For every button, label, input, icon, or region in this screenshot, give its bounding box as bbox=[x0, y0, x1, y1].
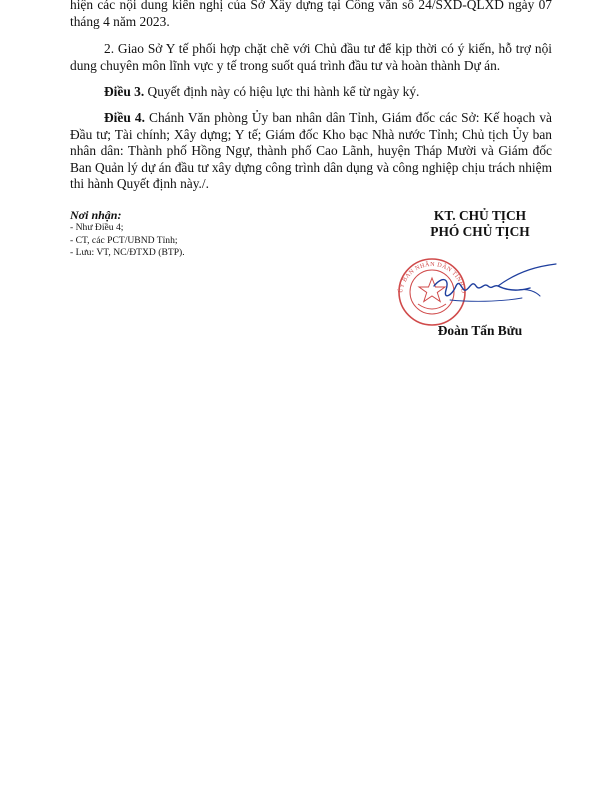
seal-signature-graphic bbox=[390, 256, 562, 326]
official-seal bbox=[390, 256, 467, 325]
article-4-text: Chánh Văn phòng Ủy ban nhân dân Tỉnh, Giám đốc các Sở: Kế hoạch và Đầu tư; Tài chính; Xây dựng; Y tế; Giám đốc Kho bạc Nhà nước Tỉnh; Chủ tịch Ủy ban nhân dân: Thành phố Hồng Ngự, thành phố Cao Lãnh, huyện Tháp Mười và Giám đốc Ban Quản lý dự án đầu tư xây dựng công trình dân dụng và công nghiệp chịu trách nhiệm thi hành Quyết định này./. bbox=[70, 110, 552, 191]
recipient-item: - Như Điều 4; bbox=[70, 222, 124, 233]
recipient-item: - Lưu: VT, NC/ĐTXD (BTP). bbox=[70, 247, 185, 258]
article-3-paragraph bbox=[70, 84, 552, 101]
article-3-label: Điều 3. bbox=[104, 84, 145, 99]
seal-and-signature bbox=[390, 256, 562, 326]
signature-title-block bbox=[396, 208, 564, 240]
article-3-text: Quyết định này có hiệu lực thi hành kể từ ngày ký. bbox=[144, 84, 420, 99]
continuation-paragraph: hiện các nội dung kiến nghị của Sở Xây dựng tại Công văn số 24/SXD-QLXD ngày 07 tháng 4 năm 2023. bbox=[70, 0, 552, 29]
seal-text: ỦY BAN NHÂN DÂN TỈNH Đ bbox=[397, 260, 467, 294]
article-4-paragraph bbox=[70, 110, 552, 193]
signature-title-line2: PHÓ CHỦ TỊCH bbox=[430, 224, 530, 239]
signature-title-line1: KT. CHỦ TỊCH bbox=[433, 208, 527, 223]
item-2-paragraph: 2. Giao Sở Y tế phối hợp chặt chẽ với Chủ đầu tư để kịp thời có ý kiến, hỗ trợ nội dung chuyên môn lĩnh vực y tế trong suốt quá trình đầu tư và hoàn thành Dự án. bbox=[70, 41, 552, 73]
recipients-block bbox=[70, 208, 310, 260]
article-4-label: Điều 4. bbox=[104, 110, 145, 125]
recipient-item: - CT, các PCT/UBND Tỉnh; bbox=[70, 234, 178, 246]
recipients-title: Nơi nhận: bbox=[70, 208, 122, 222]
signer-name: Đoàn Tấn Bửu bbox=[437, 323, 523, 338]
